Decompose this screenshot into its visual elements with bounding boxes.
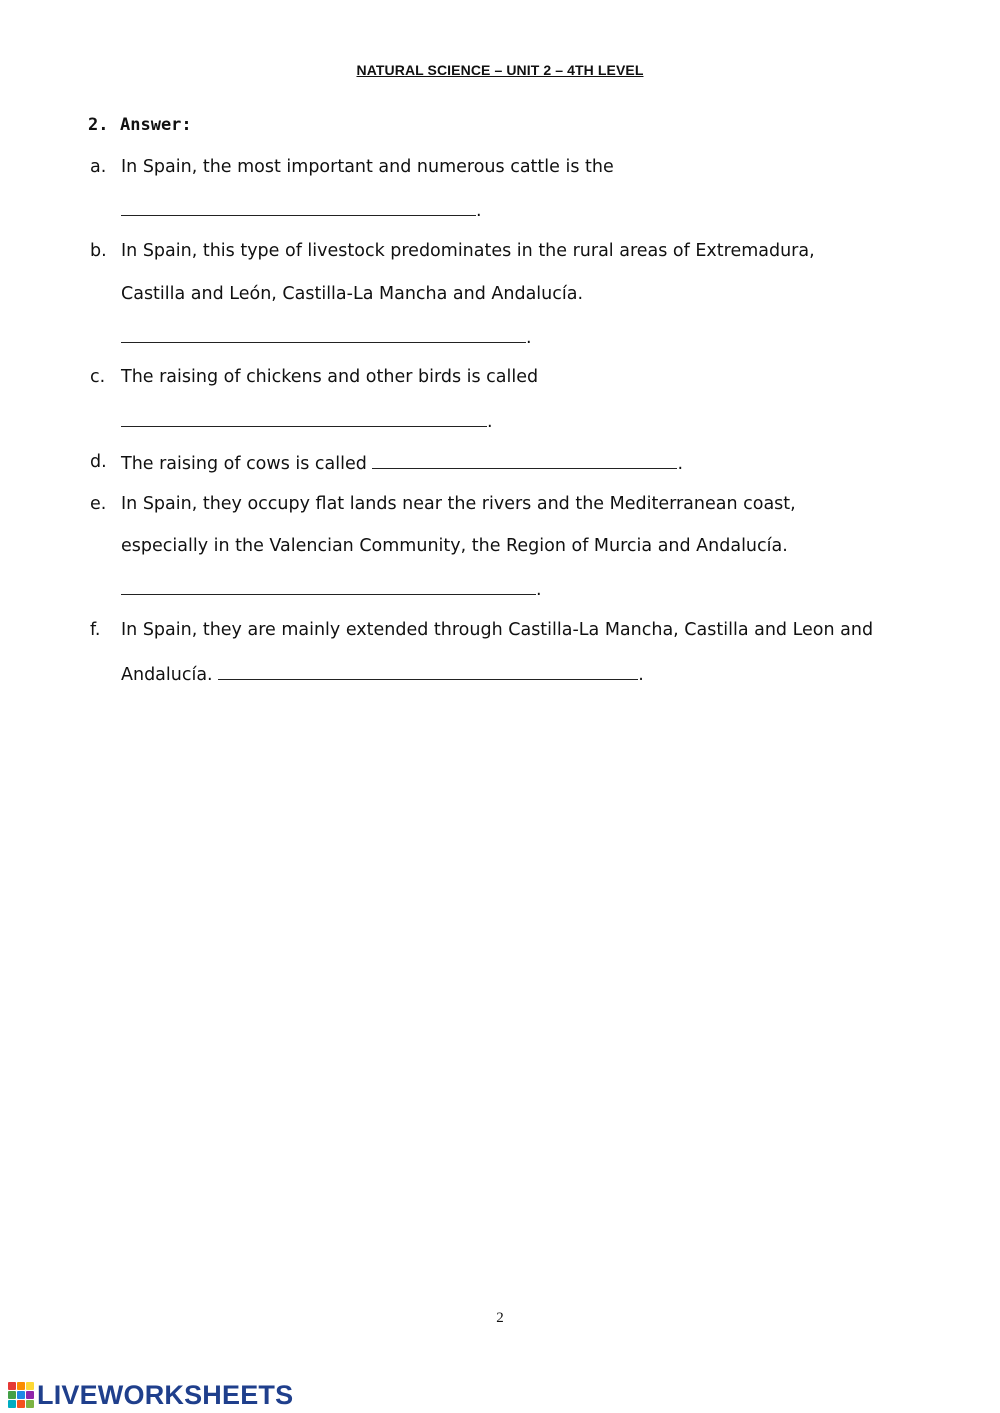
blank-period: . bbox=[536, 580, 542, 600]
section-number: 2. bbox=[88, 115, 109, 135]
blank-period: . bbox=[526, 328, 532, 348]
question-e-marker: e. bbox=[90, 494, 107, 514]
blank-period: . bbox=[638, 665, 644, 685]
question-b-text-line2: Castilla and León, Castilla-La Mancha and Andalucía. bbox=[121, 284, 584, 304]
question-a-text: In Spain, the most important and numerous cattle is the bbox=[121, 157, 614, 177]
question-c-text: The raising of chickens and other birds is called bbox=[121, 367, 539, 387]
answer-blank-d[interactable] bbox=[372, 451, 677, 469]
answer-blank-f[interactable] bbox=[218, 662, 638, 680]
question-c-answer bbox=[121, 409, 493, 433]
question-d-text: The raising of cows is called bbox=[121, 454, 367, 474]
question-d-line bbox=[121, 451, 683, 475]
section-heading bbox=[88, 115, 192, 135]
question-f-text-line1: In Spain, they are mainly extended through Castilla-La Mancha, Castilla and Leon and bbox=[121, 620, 874, 640]
question-f-line2 bbox=[121, 662, 644, 686]
question-b-answer bbox=[121, 325, 532, 349]
page-number: 2 bbox=[496, 1310, 504, 1326]
blank-period: . bbox=[476, 201, 482, 221]
question-f-marker: f. bbox=[90, 620, 101, 640]
question-d-marker: d. bbox=[90, 452, 107, 472]
section-title: Answer: bbox=[120, 115, 192, 135]
question-e-text-line1: In Spain, they occupy flat lands near the rivers and the Mediterranean coast, bbox=[121, 494, 796, 514]
question-e-text-line2: especially in the Valencian Community, the Region of Murcia and Andalucía. bbox=[121, 536, 788, 556]
liveworksheets-logo-icon bbox=[8, 1382, 34, 1408]
question-c-marker: c. bbox=[90, 367, 106, 387]
blank-period: . bbox=[487, 412, 493, 432]
question-a-marker: a. bbox=[90, 157, 107, 177]
question-e-answer bbox=[121, 577, 542, 601]
question-a-answer bbox=[121, 198, 482, 222]
question-b-marker: b. bbox=[90, 241, 107, 261]
answer-blank-c[interactable] bbox=[121, 409, 487, 427]
answer-blank-a[interactable] bbox=[121, 198, 476, 216]
liveworksheets-wordmark: LIVEWORKSHEETS bbox=[37, 1379, 294, 1410]
blank-period: . bbox=[677, 454, 684, 474]
answer-blank-b[interactable] bbox=[121, 325, 526, 343]
answer-blank-e[interactable] bbox=[121, 577, 536, 595]
question-f-text-line2: Andalucía. bbox=[121, 665, 213, 685]
liveworksheets-brand[interactable] bbox=[8, 1380, 293, 1410]
page-header-title: NATURAL SCIENCE – UNIT 2 – 4TH LEVEL bbox=[356, 62, 644, 78]
question-b-text-line1: In Spain, this type of livestock predominates in the rural areas of Extremadura, bbox=[121, 241, 815, 261]
